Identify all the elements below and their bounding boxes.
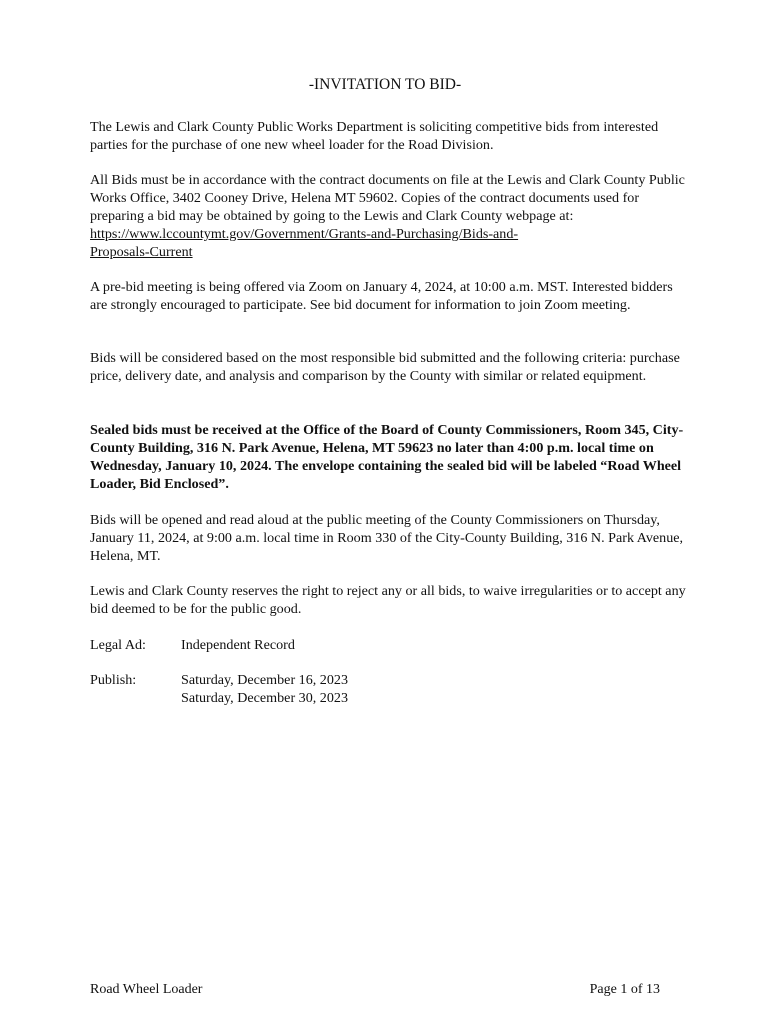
contract-documents-body: All Bids must be in accordance with the contract documents on file at the Lewis and Clark County Public Works Office, 3402 Cooney Drive, Helena MT 59602. Copies of the contract documents used for preparing a bid may be obtained by going to the Lewis and Clark County webpage at: bbox=[90, 172, 685, 224]
document-title: -INVITATION TO BID- bbox=[308, 76, 462, 93]
legal-ad-label: Legal Ad: bbox=[90, 637, 146, 653]
bids-webpage-link-part-2[interactable]: Proposals-Current bbox=[90, 244, 193, 260]
legal-ad-value: Independent Record bbox=[181, 637, 295, 653]
bid-opening-text: Bids will be opened and read aloud at the public meeting of the County Commissioners on Thursday, January 11, 2024, at 9:00 a.m. local time in Room 330 of the City-County Building, 316 N. Park Avenue, Helena, MT. bbox=[90, 512, 684, 564]
footer-document-name: Road Wheel Loader bbox=[90, 982, 203, 997]
intro-paragraph bbox=[90, 118, 690, 154]
publish-label: Publish: bbox=[90, 672, 137, 688]
contract-documents-text bbox=[90, 171, 690, 261]
sealed-bids-text: Sealed bids must be received at the Office of the Board of County Commissioners, Room 345, City-County Building, 316 N. Park Avenue, Helena, MT 59623 no later than 4:00 p.m. local time on Wednesday, January 10, 2024. The envelope containing the sealed bid will be labeled “Road Wheel Loader, Bid Enclosed”. bbox=[90, 422, 684, 492]
evaluation-criteria-text: Bids will be considered based on the most responsible bid submitted and the following criteria: purchase price, delivery date, and analysis and comparison by the County with similar or related equipment. bbox=[90, 350, 680, 384]
contract-documents-paragraph bbox=[90, 171, 690, 261]
reservation-text: Lewis and Clark County reserves the right to reject any or all bids, to waive irregularities or to accept any bid deemed to be for the public good. bbox=[90, 583, 686, 617]
intro-text: The Lewis and Clark County Public Works Department is soliciting competitive bids from interested parties for the purchase of one new wheel loader for the Road Division. bbox=[90, 119, 659, 153]
pre-bid-meeting-text: A pre-bid meeting is being offered via Zoom on January 4, 2024, at 10:00 a.m. MST. Interested bidders are strongly encouraged to participate. See bid document for information to join Zoom meeting. bbox=[90, 279, 673, 313]
bid-opening-paragraph bbox=[90, 511, 690, 565]
bids-webpage-link-part-1[interactable]: https://www.lccountymt.gov/Government/Grants-and-Purchasing/Bids-and- bbox=[90, 226, 519, 242]
footer-page-number: Page 1 of 13 bbox=[589, 982, 660, 997]
publish-date-2: Saturday, December 30, 2023 bbox=[181, 690, 348, 706]
pre-bid-meeting-paragraph bbox=[90, 278, 690, 314]
publish-date-1: Saturday, December 16, 2023 bbox=[181, 672, 348, 688]
reservation-paragraph bbox=[90, 582, 690, 618]
evaluation-criteria-paragraph bbox=[90, 349, 690, 385]
sealed-bids-paragraph bbox=[90, 421, 690, 493]
